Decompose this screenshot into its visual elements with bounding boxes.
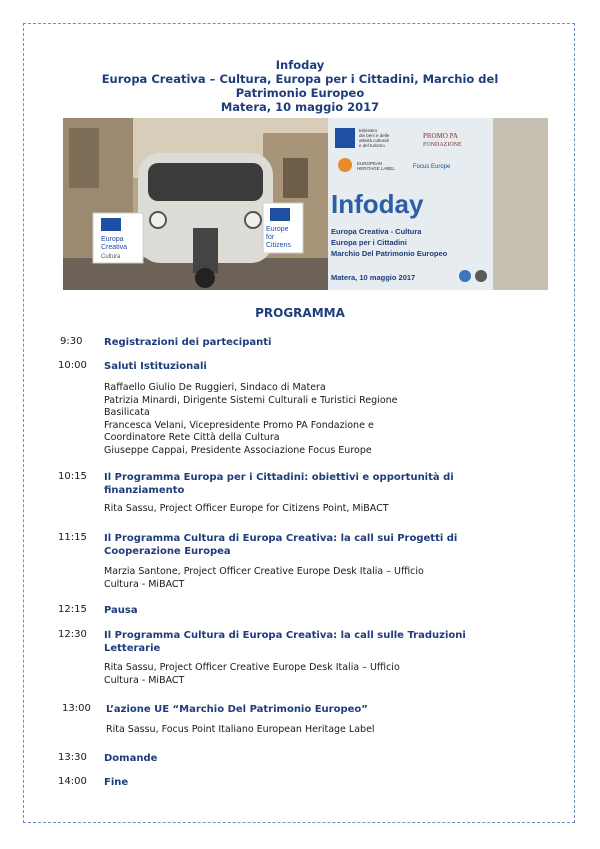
banner-logo-ministero-l2: dei beni e delle [359,133,390,138]
doc-subtitle-line2: Patrimonio Europeo [235,86,365,100]
agenda-session-title [104,360,484,373]
banner-logo-focus: Focus Europe [413,164,451,170]
banner-logo-ministero-l1: Ministero [359,128,378,133]
banner-sub3: Marchio Del Patrimonio Europeo [331,249,448,258]
agenda-session-title-line: Il Programma Cultura di Europa Creativa: la call sui Progetti di [104,533,458,544]
agenda-speakers [106,724,446,737]
doc-date: Matera, 10 maggio 2017 [220,100,380,114]
agenda-speaker-line: Rita Sassu, Focus Point Italiano European Heritage Label [106,724,375,735]
agenda-speakers [104,382,444,457]
agenda-speaker-line: Rita Sassu, Project Officer Creative Europe Desk Italia – Ufficio [104,662,400,673]
banner-sign-left-l1: Europa [101,236,124,243]
agenda-session-title-line: Il Programma Cultura di Europa Creativa: la call sulle Traduzioni [104,630,466,641]
agenda-session-title [104,629,484,655]
doc-subtitle-line1: Europa Creativa – Cultura, Europa per i Cittadini, Marchio del [101,72,499,86]
agenda-session-title-line: Letterarie [104,643,161,654]
agenda-speaker-line: Giuseppe Cappai, Presidente Associazione Focus Europe [104,444,372,456]
agenda-session-title [104,752,484,765]
doc-title: Infoday [275,58,325,72]
banner-sign-right-l3: Citizens [266,242,291,249]
banner-sub1: Europa Creativa - Cultura [331,227,422,236]
banner-sub2: Europa per i Cittadini [331,238,407,247]
agenda-session-title [104,604,484,617]
banner-logo-promopa-l1: PROMO PA [423,132,458,140]
agenda-speaker-line: Rita Sassu, Project Officer Europe for Citizens Point, MiBACT [104,503,389,514]
agenda-session-title [104,471,484,497]
banner-sign-left-l3: Cultura [101,254,121,260]
agenda-speaker-line: Marzia Santone, Project Officer Creative Europe Desk Italia – Ufficio [104,566,424,577]
agenda-speaker-line: Basilicata [104,407,150,418]
event-banner-image [63,118,548,290]
agenda-speaker-line: Cultura - MiBACT [104,674,185,686]
agenda-session-title [106,703,486,716]
banner-logo-ministero-l4: e del turismo [359,143,385,148]
agenda-session-title-line: Fine [104,777,129,788]
agenda-speakers [104,566,444,591]
agenda-time: 12:30 [58,629,87,640]
agenda-speakers [104,662,444,687]
agenda-session-title-line: L’azione UE “Marchio Del Patrimonio Europeo” [106,704,368,715]
agenda-time: 11:15 [58,532,87,543]
programma-heading: PROGRAMMA [255,306,345,320]
agenda-time: 9:30 [60,336,83,347]
banner-sign-right-l2: for [266,234,275,241]
agenda-time: 12:15 [58,604,87,615]
banner-sign-right-l1: Europe [266,226,289,233]
agenda-session-title-line: finanziamento [104,485,185,496]
banner-logo-promopa-l2: FONDAZIONE [423,142,462,148]
agenda-session-title-line: Il Programma Europa per i Cittadini: obiettivi e opportunità di [104,472,454,483]
agenda-speakers [104,503,444,516]
banner-logo-ministero-l3: attività culturali [359,138,389,143]
agenda-session-title [104,336,484,349]
agenda-time: 14:00 [58,776,87,787]
agenda-session-title [104,776,484,789]
agenda-time: 13:00 [62,703,91,714]
agenda-session-title-line: Cooperazione Europea [104,546,231,557]
agenda-time: 10:15 [58,471,87,482]
banner-logo-heritage-l2: HERITAGE LABEL [357,166,395,171]
agenda-session-title-line: Pausa [104,605,138,616]
banner-logo-heritage-l1: EUROPEAN [357,161,383,166]
agenda-session-title [104,532,484,558]
agenda-session-title-line: Domande [104,753,158,764]
banner-infoday-title: Infoday [331,189,424,219]
agenda-session-title-line: Registrazioni dei partecipanti [104,337,272,348]
agenda-session-title-line: Saluti Istituzionali [104,361,207,372]
agenda-speaker-line: Francesca Velani, Vicepresidente Promo PA Fondazione e [104,419,374,431]
banner-sign-left-l2: Creativa [101,244,128,251]
banner-date: Matera, 10 maggio 2017 [331,273,416,282]
agenda-time: 13:30 [58,752,87,763]
agenda-time: 10:00 [58,360,87,371]
agenda-speaker-line: Patrizia Minardi, Dirigente Sistemi Culturali e Turistici Regione [104,394,398,406]
agenda-speaker-line: Cultura - MiBACT [104,578,185,590]
agenda-speaker-line: Raffaello Giulio De Ruggieri, Sindaco di Matera [104,382,326,393]
agenda-speaker-line: Coordinatore Rete Città della Cultura [104,432,280,443]
